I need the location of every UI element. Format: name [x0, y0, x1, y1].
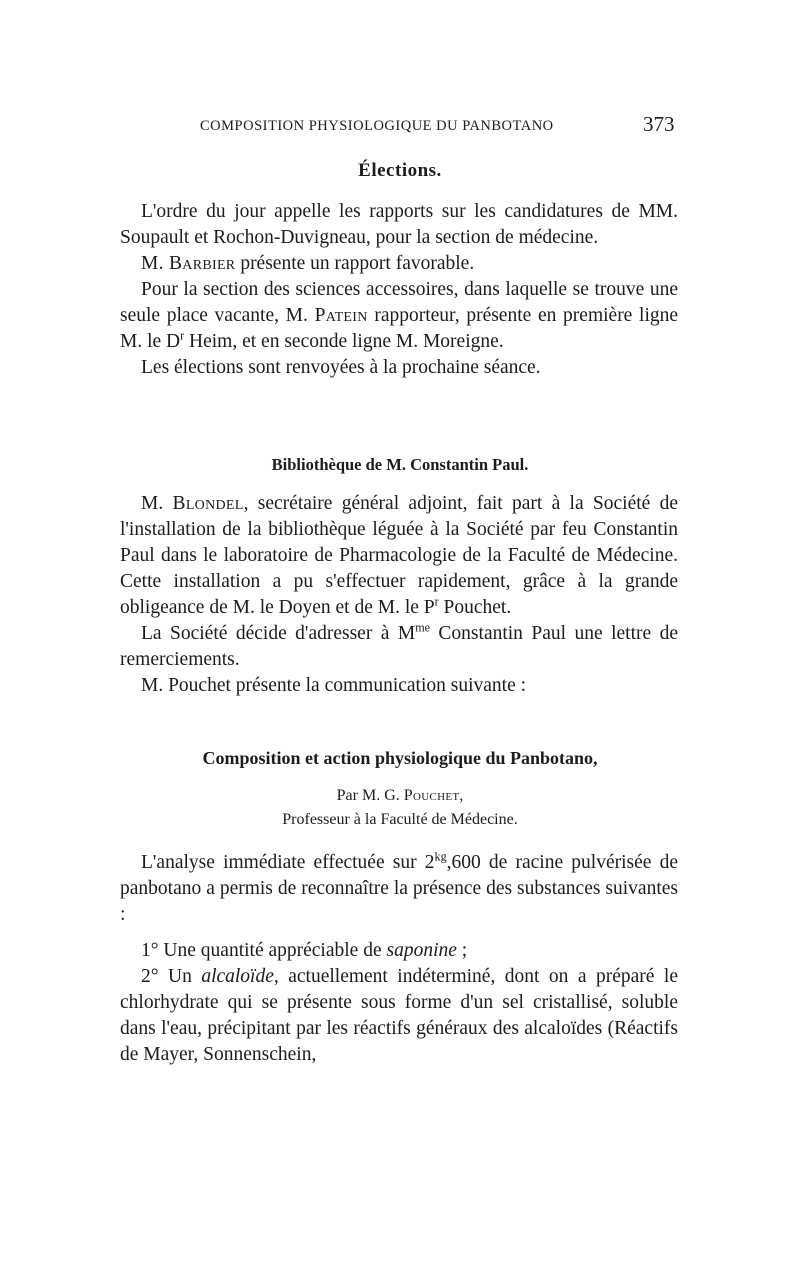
paragraph: L'ordre du jour appelle les rapports sur les candidatures de MM. Soupault et Rochon-Duvigneau, pour la section de médecine.: [120, 201, 678, 248]
superscript: kg: [434, 849, 447, 864]
paragraph: [120, 850, 678, 928]
paragraph: [120, 251, 678, 277]
bibliotheque-section: [120, 491, 678, 699]
paragraph: [120, 621, 678, 673]
text-run: Par M. G.: [336, 787, 404, 804]
author-byline: [0, 787, 800, 805]
text-run: L'analyse immédiate effectuée sur 2: [141, 852, 435, 873]
text-run: Heim, et en seconde ligne M. Moreigne.: [184, 331, 504, 352]
paragraph: [120, 277, 678, 355]
section-heading-bibliotheque: Bibliothèque de M. Constantin Paul.: [271, 455, 529, 474]
text-run: Pour la section des sciences accessoires, dans laquelle se trouve une seule place vacante, M.: [120, 279, 678, 326]
text-run: ;: [456, 940, 468, 961]
person-name: M. Barbier: [141, 253, 236, 274]
paragraph: M. Pouchet présente la communication suivante :: [141, 675, 527, 696]
page-number: 373: [643, 112, 675, 136]
text-run: Constantin Paul une lettre de remerciements.: [120, 623, 678, 670]
text-run: rapporteur, présente en première ligne M. le D: [120, 305, 679, 352]
person-name: Patein: [314, 305, 368, 326]
section-heading-elections: Élections.: [358, 160, 442, 181]
superscript: r: [180, 328, 185, 343]
elections-section: [120, 199, 678, 381]
article-title: Composition et action physiologique du Panbotano,: [202, 748, 598, 768]
superscript: r: [434, 594, 439, 609]
paragraph: [120, 491, 678, 621]
communication-body: [120, 850, 678, 1068]
text-run: 1° Une quantité appréciable de: [141, 940, 387, 961]
italic-term: alcaloïde: [201, 966, 274, 987]
author-name: Pouchet: [403, 787, 460, 804]
italic-term: saponine: [386, 940, 457, 961]
text-run: , actuellement indéterminé, dont on a préparé le chlorhydrate qui se présente sous forme d'un sel cristallisé, soluble dans l'eau, précipitant par les réactifs généraux des alcaloïdes (Réactifs de Mayer, Sonnenschein,: [120, 966, 678, 1065]
list-item: [120, 938, 678, 964]
text-run: Pouchet.: [438, 597, 512, 618]
text-run: , secrétaire général adjoint, fait part à la Société de l'installation de la bibliothèque léguée à la Société par feu Constantin Paul dans le laboratoire de Pharmacologie de la Faculté de Médecine. Cette installation a pu s'effectuer rapidement, grâce à la grande obligeance de M. le Doyen et de M. le P: [120, 493, 678, 618]
text-run: La Société décide d'adresser à M: [141, 623, 416, 644]
text-run: 2° Un: [141, 966, 202, 987]
list-item: [120, 964, 678, 1068]
person-name: Blondel: [172, 493, 244, 514]
text-run: ,600 de racine pulvérisée de panbotano a permis de reconnaître la présence des substances suivantes :: [120, 852, 678, 925]
text-run: présente un rapport favorable.: [235, 253, 475, 274]
running-title: COMPOSITION PHYSIOLOGIQUE DU PANBOTANO: [200, 118, 554, 134]
text-run: ,: [459, 787, 464, 804]
superscript: me: [415, 620, 430, 635]
text-run: M.: [141, 493, 173, 514]
paragraph: Les élections sont renvoyées à la prochaine séance.: [141, 357, 541, 378]
author-affiliation: Professeur à la Faculté de Médecine.: [282, 811, 518, 828]
